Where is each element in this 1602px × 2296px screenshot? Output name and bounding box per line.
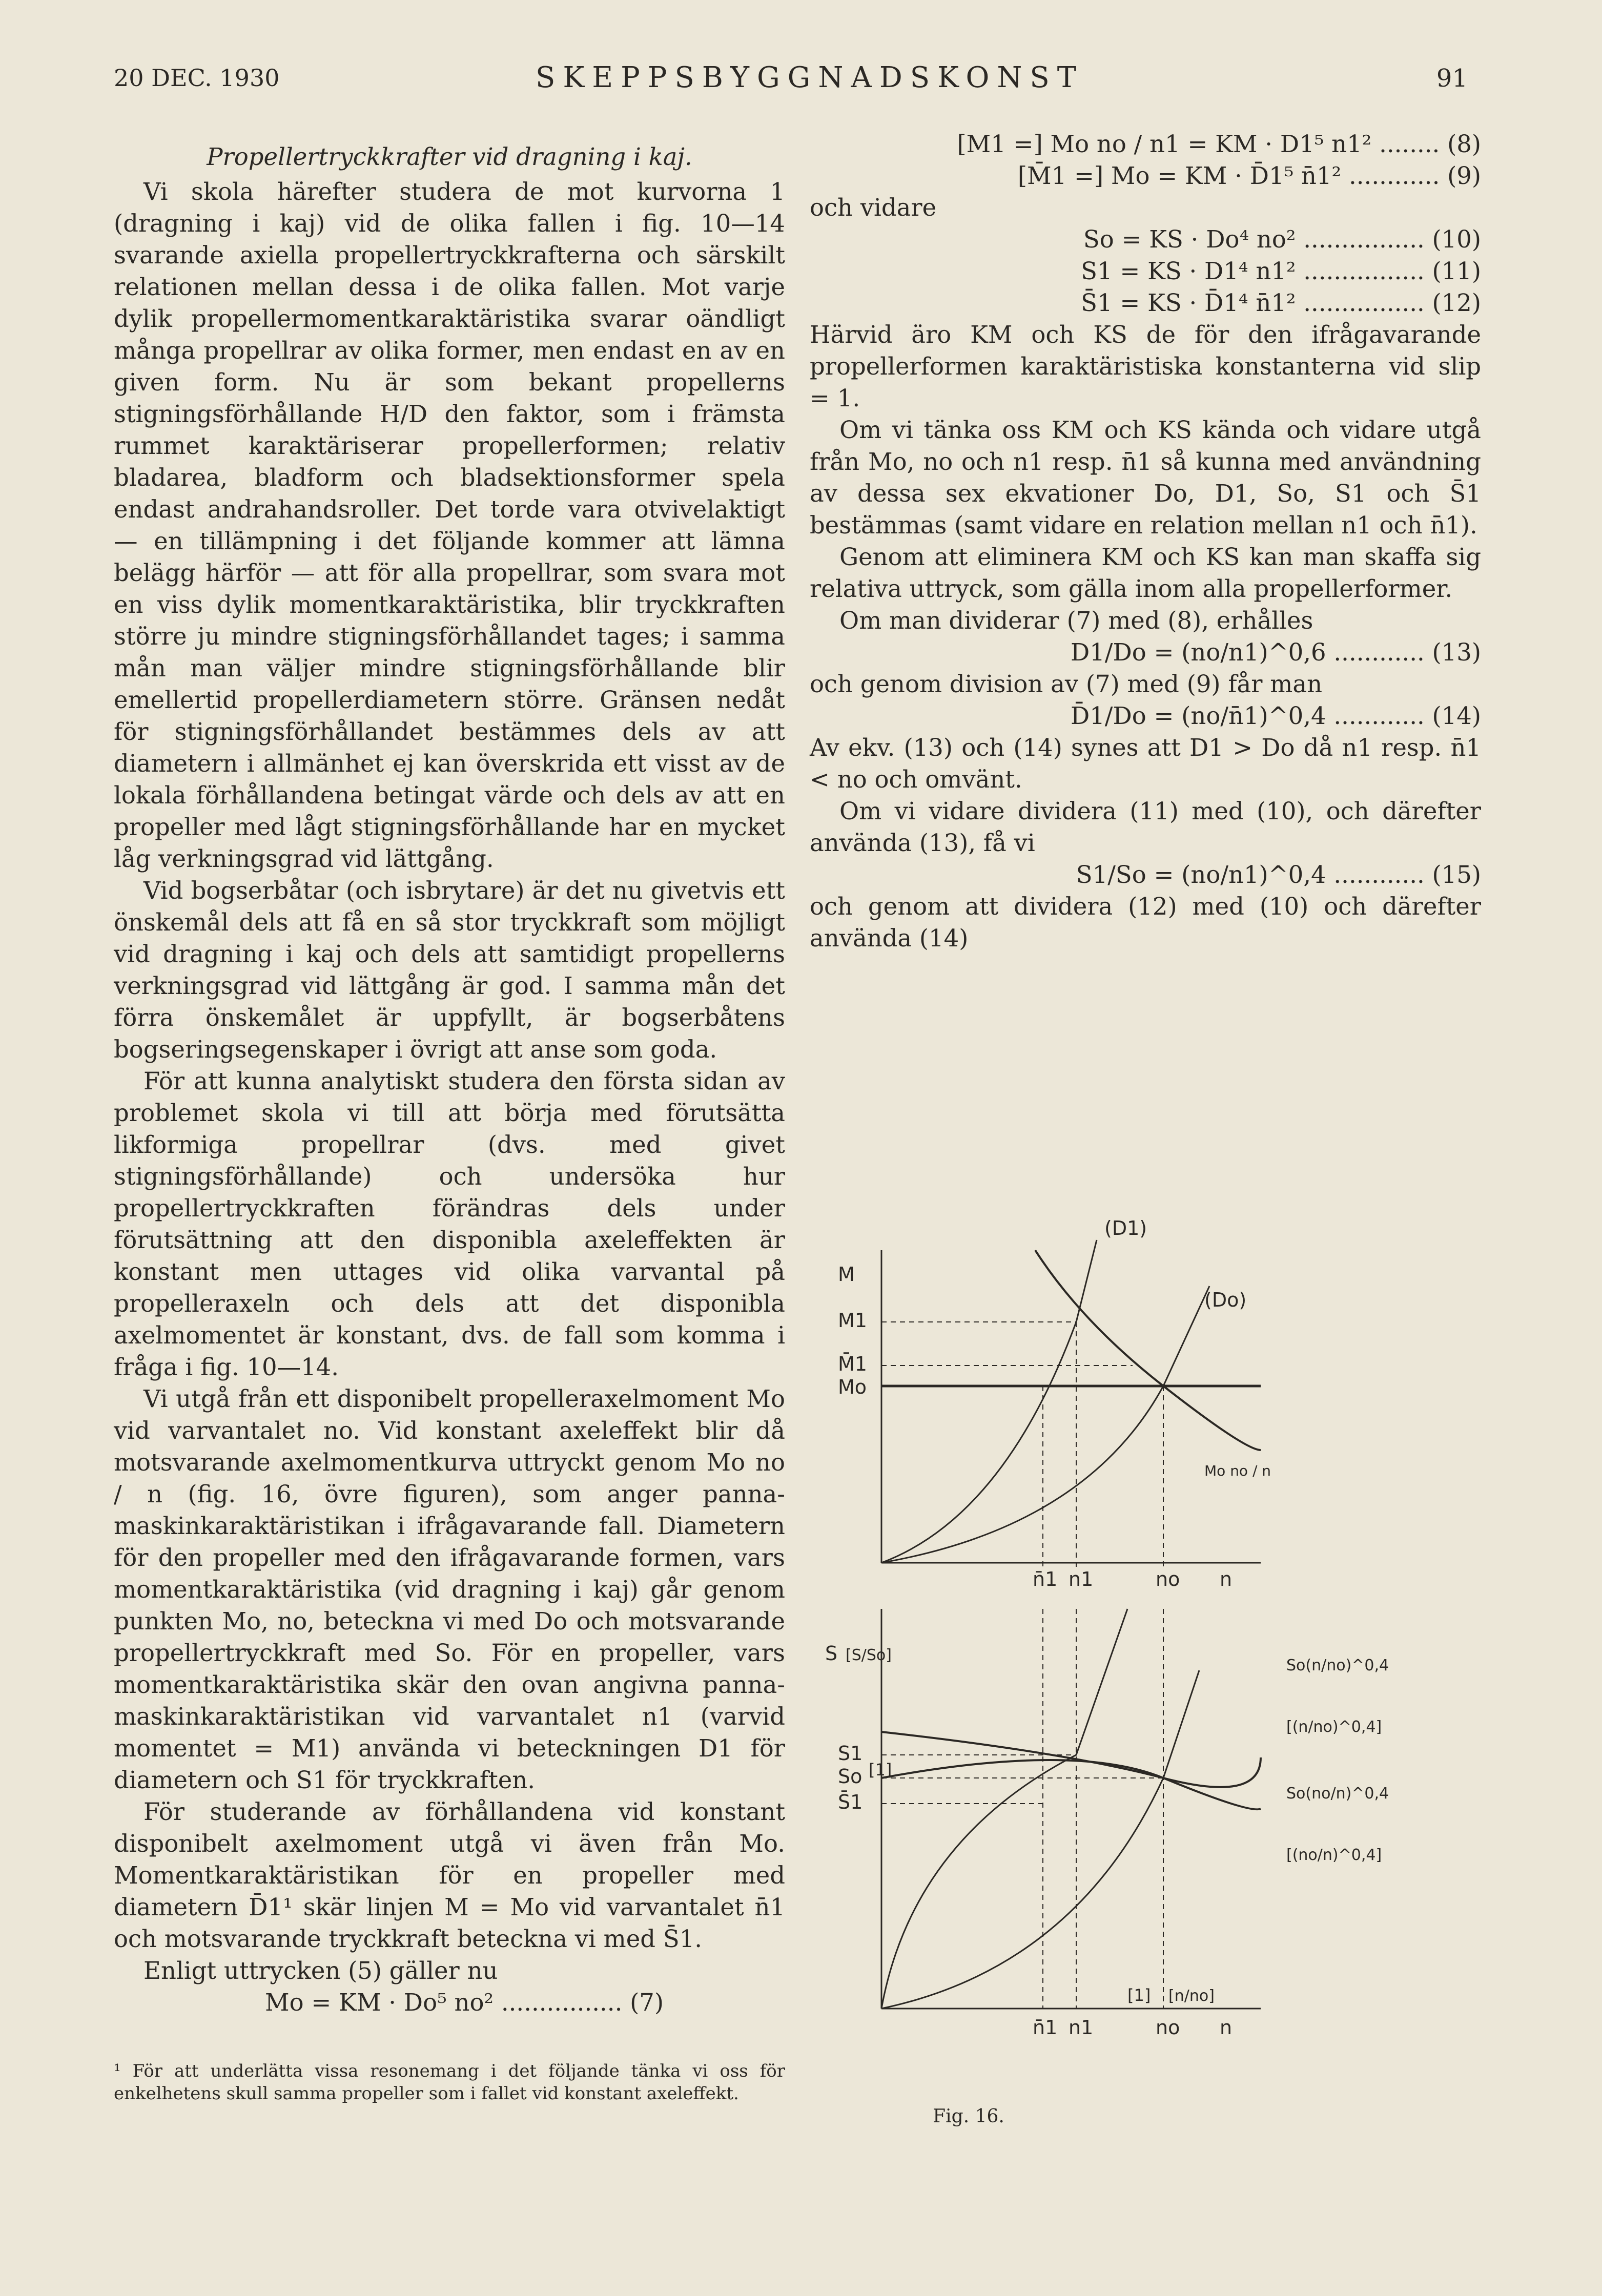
paragraph: Av ekv. (13) och (14) synes att D1 > Do då n1 resp. n̄1 < no och omvänt. bbox=[810, 734, 1481, 793]
bottom-curve-4 bbox=[881, 1670, 1199, 2009]
label-M1bar: M̄1 bbox=[838, 1353, 867, 1375]
equation-7: Mo = KM · Do⁵ no² ................ (7) bbox=[264, 1989, 664, 2016]
paragraph: Om vi vidare dividera (11) med (10), och därefter använda (13), få vi bbox=[810, 797, 1481, 857]
label-S1bar: S̄1 bbox=[838, 1791, 863, 1813]
label-bracket-1: [1] bbox=[869, 1760, 892, 1780]
label-n: n bbox=[1220, 1568, 1233, 1590]
paragraph: Vi skola härefter studera de mot kurvorna 1 (dragning i kaj) vid de olika fallen i fig. 10—14 svarande axiella propellertryckkrafterna och särskilt relationen mellan dessa i de olika fallen. Mot varje dylik propellermomentkaraktäristika svarar oändligt många propellrar av olika former, men endast en av en given form. Nu är som bekant propellerns stigningsförhållande H/D den faktor, som i främsta rummet karaktäriserar propellerformen; relativ bladarea, bladform och bladsektionsformer spela endast andrahandsroller. Det torde vara otvivelaktigt — en tillämpning i det följande kommer att lämna belägg härför — att för alla propellrar, som svara mot en viss dylik momentkaraktäristika, blir tryckkraften större ju mindre stigningsförhållandet tages; i samma mån man väljer mindre stigningsförhållande blir emellertid propellerdiametern större. Gränsen nedåt för stigningsförhållandet bestämmes dels av att diametern i allmänhet ej kan överskrida ett visst av de lokala förhållandena betingat värde och dels av att en propeller med lågt stigningsförhållande har en mycket låg verkningsgrad vid lättgång. bbox=[114, 178, 785, 873]
paragraph: För att kunna analytiskt studera den första sidan av problemet skola vi till att börja med förutsätta likformiga propellrar (dvs. med givet stigningsförhållande) och undersöka hur propellertryckkraften förändras dels under förutsättning att den disponibla axeleffekten är konstant men uttages vid olika varvantal på propelleraxeln och dels att det disponibla axelmomentet är konstant, dvs. de fall som komma i fråga i fig. 10—14. bbox=[114, 1067, 785, 1381]
figure-16-diagram bbox=[810, 1209, 1481, 2132]
footnote: ¹ För att underlätta vissa resonemang i det följande tänka vi oss för enkelhetens skull samma propeller som i fallet vid konstant axeleffekt. bbox=[114, 2061, 785, 2104]
top-curve-Do bbox=[881, 1286, 1209, 1563]
label-n1-bottom: n1 bbox=[1069, 2016, 1094, 2039]
equation-9: [M̄1 =] Mo = KM · D̄1⁵ n̄1² ............ (9) bbox=[1017, 162, 1481, 190]
label-no-bottom: no bbox=[1156, 2016, 1180, 2039]
equation-14: D̄1/Do = (no/n̄1)^0,4 ............ (14) bbox=[1070, 702, 1481, 730]
equation-15: S1/So = (no/n1)^0,4 ............ (15) bbox=[1076, 861, 1481, 888]
equation-11: S1 = KS · D1⁴ n1² ................ (11) bbox=[1081, 257, 1481, 285]
paragraph: och genom division av (7) med (9) får man bbox=[810, 670, 1323, 698]
och-vidare-text: och vidare bbox=[810, 194, 937, 221]
bottom-curve-3 bbox=[881, 1609, 1127, 2009]
journal-title: SKEPPSBYGGNADSKONST bbox=[536, 61, 1084, 94]
label-right-4: [(no/n)^0,4] bbox=[1286, 1846, 1382, 1864]
label-hyperbola: Mo no / n bbox=[1204, 1462, 1271, 1479]
label-right-3: So(no/n)^0,4 bbox=[1286, 1785, 1389, 1803]
section-heading: Propellertryckkrafter vid dragning i kaj. bbox=[207, 143, 692, 171]
page-number: 91 bbox=[1436, 64, 1468, 93]
label-S1: S1 bbox=[838, 1742, 863, 1765]
paragraph: För studerande av förhållandena vid konstant disponibelt axelmoment utgå vi även från Mo. Momentkaraktäristikan för en propeller med diametern D̄1¹ skär linjen M = Mo vid varvantalet n̄1 och motsvarande tryckkraft beteckna vi med S̄1. bbox=[114, 1798, 785, 1953]
label-bracket-1-bottom: [1] bbox=[1127, 1985, 1151, 2005]
issue-date: 20 DEC. 1930 bbox=[114, 64, 280, 92]
label-n1bar-bottom: n̄1 bbox=[1033, 2016, 1058, 2039]
left-column bbox=[114, 141, 785, 2018]
label-curve-D1: (D1) bbox=[1104, 1217, 1147, 1239]
label-no: no bbox=[1156, 1568, 1180, 1590]
label-M: M bbox=[838, 1263, 855, 1286]
paragraph: Enligt uttrycken (5) gäller nu bbox=[143, 1957, 498, 1984]
figure-caption: Fig. 16. bbox=[933, 2106, 1004, 2127]
paragraph: Härvid äro KM och KS de för den ifrågavarande propellerformen karaktäristiska konstanterna vid slip = 1. bbox=[810, 321, 1481, 412]
paragraph: och genom att dividera (12) med (10) och därefter använda (14) bbox=[810, 893, 1481, 952]
paragraph: Om man dividerar (7) med (8), erhålles bbox=[839, 607, 1313, 634]
label-M1: M1 bbox=[838, 1309, 867, 1332]
paragraph: Vid bogserbåtar (och isbrytare) är det nu givetvis ett önskemål dels att få en så stor tryckkraft som möjligt vid dragning i kaj och dels att samtidigt propellerns verkningsgrad vid lättgång är god. I samma mån det förra önskemålet är uppfyllt, är bogserbåtens bogseringsegenskaper i övrigt att anse som goda. bbox=[114, 877, 785, 1063]
label-n-bottom: n bbox=[1220, 2016, 1233, 2039]
bottom-curve-1 bbox=[881, 1760, 1261, 1809]
top-hyperbola-curve bbox=[1035, 1250, 1261, 1450]
paragraph: Om vi tänka oss KM och KS kända och vidare utgå från Mo, no och n1 resp. n̄1 så kunna med användning av dessa sex ekvationer Do, D1, So, S1 och S̄1 bestämmas (samt vidare en relation mellan n1 och n̄1). bbox=[810, 416, 1481, 539]
page-header bbox=[0, 61, 1602, 110]
equation-12: S̄1 = KS · D̄1⁴ n̄1² ................ (12) bbox=[1081, 289, 1481, 317]
label-n1bar: n̄1 bbox=[1033, 1568, 1058, 1590]
label-S: S bbox=[825, 1642, 838, 1665]
equation-13: D1/Do = (no/n1)^0,6 ............ (13) bbox=[1070, 638, 1481, 666]
figure-16 bbox=[810, 1209, 1481, 2132]
label-So: So bbox=[838, 1765, 862, 1788]
label-right-2: [(n/no)^0,4] bbox=[1286, 1718, 1382, 1736]
right-column bbox=[810, 128, 1481, 954]
paragraph: Genom att eliminera KM och KS kan man skaffa sig relativa uttryck, som gälla inom alla propellerformer. bbox=[810, 543, 1481, 603]
top-curve-D1 bbox=[881, 1240, 1097, 1563]
equation-10: So = KS · Do⁴ no² ................ (10) bbox=[1083, 225, 1481, 253]
label-n-ratio: [n/no] bbox=[1168, 1987, 1215, 2005]
label-curve-Do: (Do) bbox=[1204, 1289, 1247, 1311]
label-Mo: Mo bbox=[838, 1376, 867, 1398]
label-right-1: So(n/no)^0,4 bbox=[1286, 1657, 1389, 1674]
equation-8: [M1 =] Mo no / n1 = KM · D1⁵ n1² ........ (8) bbox=[957, 130, 1481, 158]
paragraph: Vi utgå från ett disponibelt propelleraxelmoment Mo vid varvantalet no. Vid konstant axeleffekt blir då motsvarande axelmomentkurva uttryckt genom Mo no / n (fig. 16, övre figuren), som anger panna-maskinkaraktäristikan i ifrågavarande fall. Diametern för den propeller med den ifrågavarande formen, vars momentkaraktäristika (vid dragning i kaj) går genom punkten Mo, no, beteckna vi med Do och motsvarande propellertryckkraft med So. För en propeller, vars momentkaraktäristika skär den ovan angivna panna-maskinkaraktäristikan vid varvantalet n1 (varvid momentet = M1) använda vi beteckningen D1 för diametern och S1 för tryckkraften. bbox=[114, 1385, 785, 1794]
label-n1: n1 bbox=[1069, 1568, 1094, 1590]
label-S-ratio: [S/So] bbox=[846, 1646, 892, 1664]
